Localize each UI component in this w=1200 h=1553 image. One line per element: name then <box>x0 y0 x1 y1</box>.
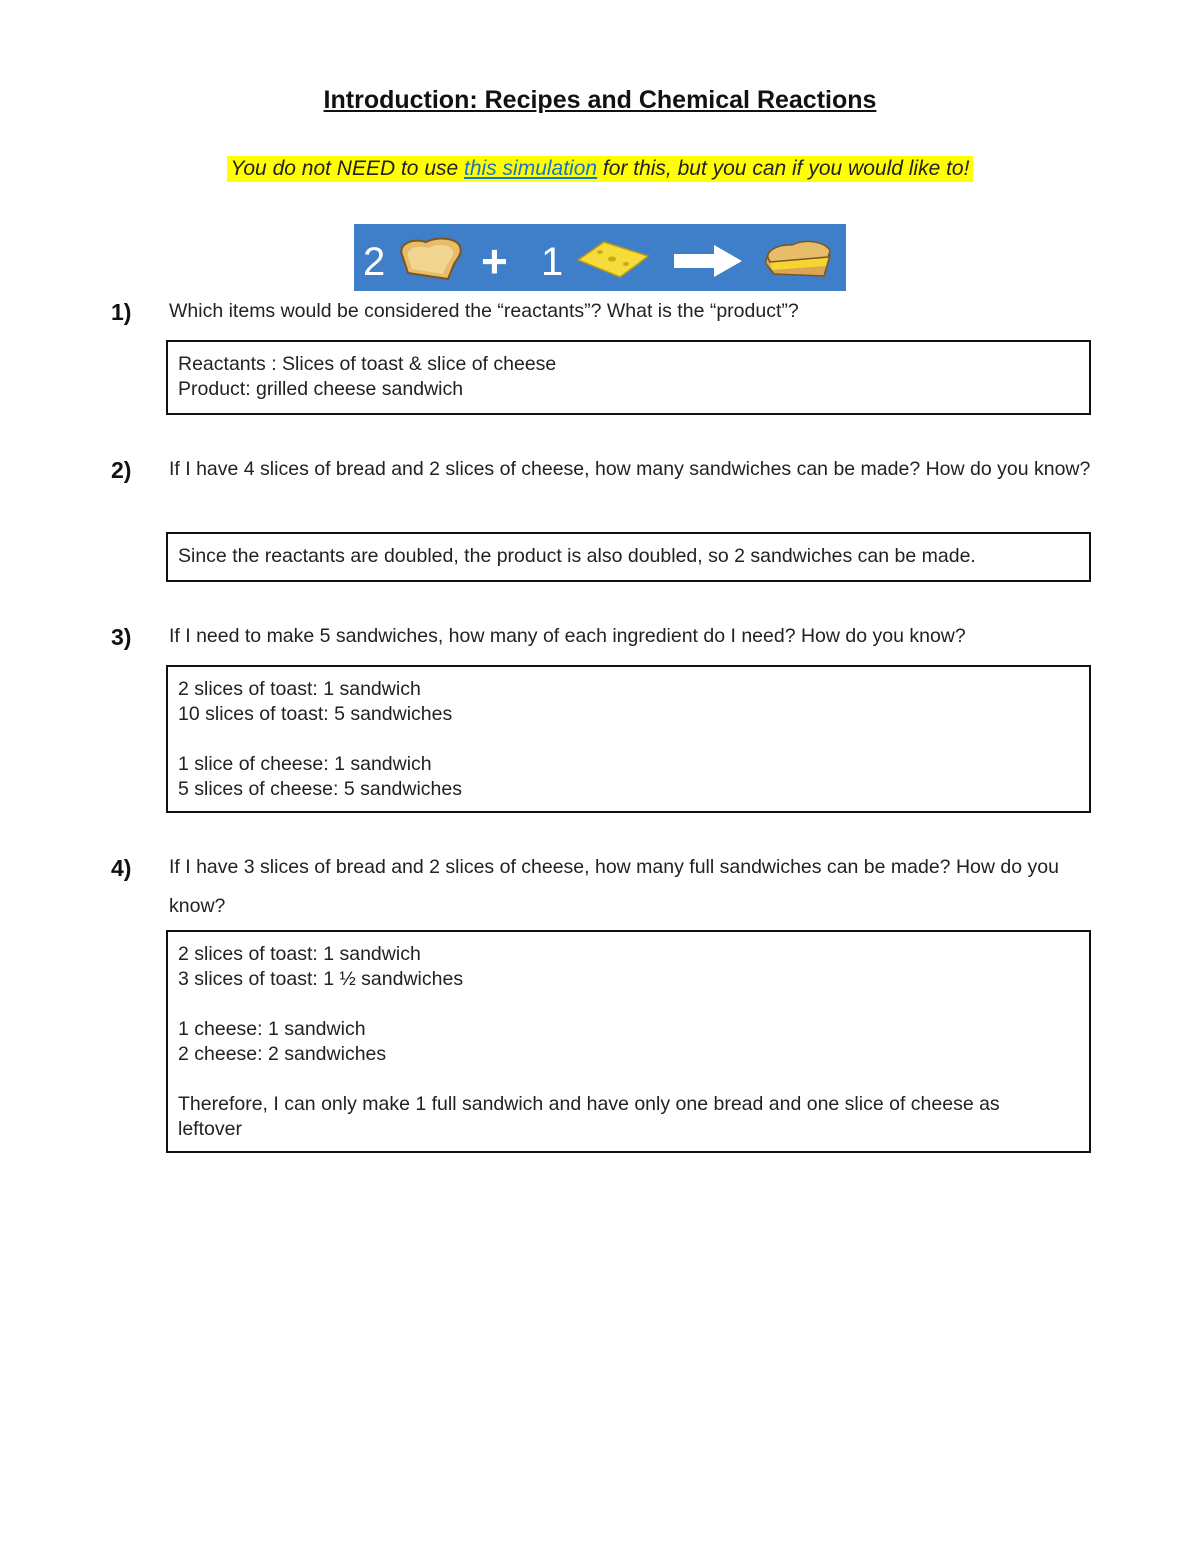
answer-3-blank <box>178 726 1089 752</box>
answer-4-blank-1 <box>178 991 1089 1017</box>
answer-4-line-4: 1 cheese: 1 sandwich <box>178 1018 366 1040</box>
simulation-note <box>0 157 1200 181</box>
question-2-text: If I have 4 slices of bread and 2 slices of cheese, how many sandwiches can be made? How do you know? <box>169 458 1091 480</box>
bread-count: 2 <box>363 240 386 284</box>
plus-sign: + <box>481 235 508 287</box>
question-1-number: 1) <box>111 299 132 325</box>
question-2-number: 2) <box>111 457 132 483</box>
answer-3-line-1: 2 slices of toast: 1 sandwich <box>178 678 421 700</box>
answer-4-line-7: Therefore, I can only make 1 full sandwich and have only one bread and one slice of cheese as <box>178 1093 1000 1115</box>
answer-4-line-8: leftover <box>178 1117 242 1140</box>
answer-4-blank-2 <box>178 1066 1089 1092</box>
answer-3-line-2: 10 slices of toast: 5 sandwiches <box>178 702 453 725</box>
note-text-after: for this, but you can if you would like to! <box>597 157 970 180</box>
answer-4-line-1: 2 slices of toast: 1 sandwich <box>178 943 421 965</box>
question-3-text: If I need to make 5 sandwiches, how many of each ingredient do I need? How do you know? <box>169 625 966 647</box>
answer-box-2[interactable] <box>166 532 1091 582</box>
answer-box-1[interactable] <box>166 340 1091 415</box>
note-text-before: You do not NEED to use <box>230 157 465 180</box>
answer-2-line-1: Since the reactants are doubled, the product is also doubled, so 2 sandwiches can be made. <box>178 545 976 567</box>
answer-box-4[interactable] <box>166 930 1091 1153</box>
answer-1-line-1: Reactants : Slices of toast & slice of cheese <box>178 353 557 375</box>
answer-4-line-5: 2 cheese: 2 sandwiches <box>178 1042 387 1065</box>
question-4-number: 4) <box>111 855 132 881</box>
page-title: Introduction: Recipes and Chemical Reactions <box>323 86 877 114</box>
question-1-text: Which items would be considered the “reactants”? What is the “product”? <box>169 300 799 322</box>
answer-3-line-4: 1 slice of cheese: 1 sandwich <box>178 753 432 775</box>
answer-3-line-5: 5 slices of cheese: 5 sandwiches <box>178 777 462 800</box>
answer-box-3[interactable] <box>166 665 1091 813</box>
simulation-link[interactable]: this simulation <box>464 157 598 180</box>
question-4-text: If I have 3 slices of bread and 2 slices of cheese, how many full sandwiches can be made? How do you know? <box>169 856 1059 917</box>
answer-4-line-2: 3 slices of toast: 1 ½ sandwiches <box>178 967 464 990</box>
cheese-count: 1 <box>541 240 564 284</box>
highlighted-note <box>227 156 974 182</box>
question-3-number: 3) <box>111 624 132 650</box>
sandwich-equation-image <box>354 224 846 291</box>
answer-1-line-2: Product: grilled cheese sandwich <box>178 377 464 400</box>
